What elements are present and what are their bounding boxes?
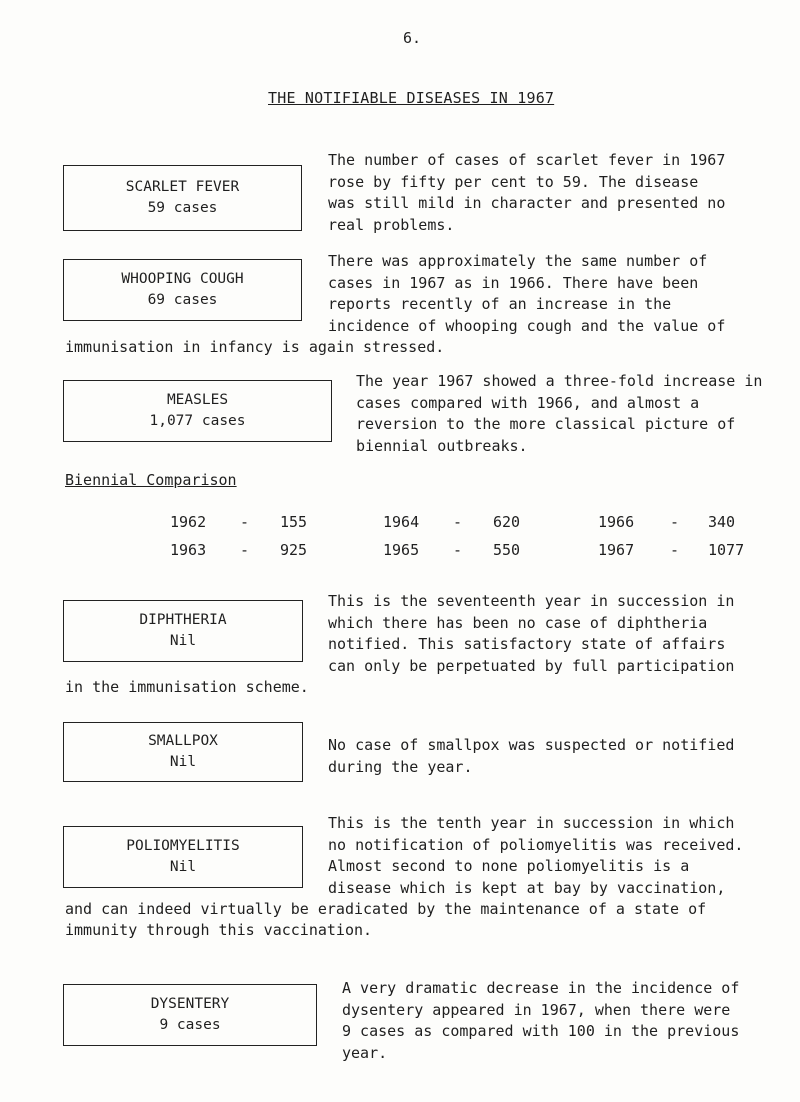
- text-line: 9 cases as compared with 100 in the previous: [342, 1022, 740, 1040]
- text-line: The number of cases of scarlet fever in 1967: [328, 151, 726, 169]
- page-number: 6.: [403, 29, 422, 47]
- entry-year: 1963: [170, 541, 207, 559]
- box-case-count: Nil: [169, 633, 197, 649]
- text-line: A very dramatic decrease in the incidence of: [342, 979, 740, 997]
- entry-dash: -: [453, 513, 463, 531]
- text-line: which there has been no case of diphtheria: [328, 613, 708, 632]
- poliomyelitis-text: [328, 813, 768, 899]
- box-case-count: 69 cases: [147, 292, 218, 308]
- biennial-entry: [170, 540, 307, 562]
- text-line: biennial outbreaks.: [356, 436, 528, 455]
- box-disease-name: WHOOPING COUGH: [121, 271, 244, 287]
- box-disease-name: POLIOMYELITIS: [126, 838, 240, 854]
- text-line: This is the tenth year in succession in which: [328, 814, 735, 832]
- biennial-entry: [598, 540, 744, 562]
- text-line: can only be perpetuated by full participation: [328, 656, 735, 675]
- text-line: There was approximately the same number of: [328, 252, 708, 270]
- entry-dash: -: [453, 541, 463, 559]
- diphtheria-text: [328, 591, 768, 677]
- box-disease-name: DIPHTHERIA: [139, 612, 227, 628]
- poliomyelitis-box: [63, 826, 303, 888]
- box-disease-name: SMALLPOX: [148, 733, 218, 749]
- diphtheria-box: [63, 600, 303, 662]
- entry-year: 1964: [383, 513, 420, 531]
- biennial-entry: [383, 540, 520, 562]
- box-case-count: 9 cases: [159, 1017, 221, 1033]
- scarlet-fever-text: [328, 150, 768, 236]
- box-disease-name: SCARLET FEVER: [125, 179, 240, 195]
- entry-value: 155: [280, 513, 308, 531]
- text-line: cases compared with 1966, and almost a: [356, 393, 700, 412]
- entry-dash: -: [670, 513, 680, 531]
- text-line: cases in 1967 as in 1966. There have been: [328, 273, 699, 292]
- text-line: reports recently of an increase in the: [328, 295, 672, 313]
- whooping-cough-text: [328, 251, 768, 337]
- biennial-entry: [383, 512, 520, 534]
- entry-year: 1966: [598, 513, 635, 531]
- entry-value: 550: [493, 541, 521, 559]
- text-line: rose by fifty per cent to 59. The disease: [328, 172, 699, 191]
- biennial-entry: [170, 512, 307, 534]
- text-line: incidence of whooping cough and the value of: [328, 316, 726, 335]
- text-line: disease which is kept at bay by vaccination,: [328, 878, 726, 897]
- box-case-count: Nil: [169, 754, 197, 770]
- text-line: This is the seventeenth year in succession in: [328, 592, 735, 610]
- text-line: notified. This satisfactory state of affairs: [328, 635, 726, 653]
- box-case-count: Nil: [169, 859, 197, 875]
- scarlet-fever-box: [63, 165, 302, 231]
- entry-value: 620: [493, 513, 521, 531]
- whooping-cough-box: [63, 259, 302, 321]
- entry-dash: -: [670, 541, 680, 559]
- dysentery-box: [63, 984, 317, 1046]
- text-line: reversion to the more classical picture of: [356, 415, 736, 433]
- measles-box: [63, 380, 332, 442]
- biennial-entry: [598, 512, 735, 534]
- entry-value: 925: [280, 541, 308, 559]
- box-disease-name: MEASLES: [166, 392, 229, 408]
- text-line: was still mild in character and presented no: [328, 194, 726, 212]
- entry-dash: -: [240, 513, 250, 531]
- text-line: no notification of poliomyelitis was received.: [328, 835, 744, 854]
- smallpox-text: [328, 735, 768, 778]
- text-line: The year 1967 showed a three-fold increase in: [356, 372, 763, 390]
- entry-dash: -: [240, 541, 250, 559]
- text-line: dysentery appeared in 1967, when there were: [342, 1000, 731, 1019]
- entry-year: 1965: [383, 541, 420, 559]
- box-disease-name: DYSENTERY: [150, 996, 230, 1012]
- poliomyelitis-continuation-2: immunity through this vaccination.: [65, 921, 373, 939]
- entry-year: 1962: [170, 513, 207, 531]
- biennial-heading: Biennial Comparison: [65, 471, 237, 489]
- text-line: real problems.: [328, 215, 455, 234]
- entry-value: 1077: [708, 541, 745, 559]
- entry-year: 1967: [598, 541, 635, 559]
- page-title: THE NOTIFIABLE DISEASES IN 1967: [268, 89, 555, 107]
- box-case-count: 1,077 cases: [149, 413, 246, 429]
- text-line: year.: [342, 1043, 388, 1062]
- poliomyelitis-continuation: and can indeed virtually be eradicated by the maintenance of a state of: [65, 900, 707, 918]
- text-line: Almost second to none poliomyelitis is a: [328, 857, 690, 875]
- box-case-count: 59 cases: [147, 200, 218, 216]
- measles-text: [356, 371, 786, 457]
- smallpox-box: [63, 722, 303, 782]
- text-line: during the year.: [328, 757, 473, 776]
- entry-value: 340: [708, 513, 736, 531]
- dysentery-text: [342, 978, 782, 1064]
- text-line: No case of smallpox was suspected or notified: [328, 736, 735, 754]
- whooping-cough-continuation: immunisation in infancy is again stressed.: [65, 338, 445, 356]
- diphtheria-continuation: in the immunisation scheme.: [65, 678, 309, 696]
